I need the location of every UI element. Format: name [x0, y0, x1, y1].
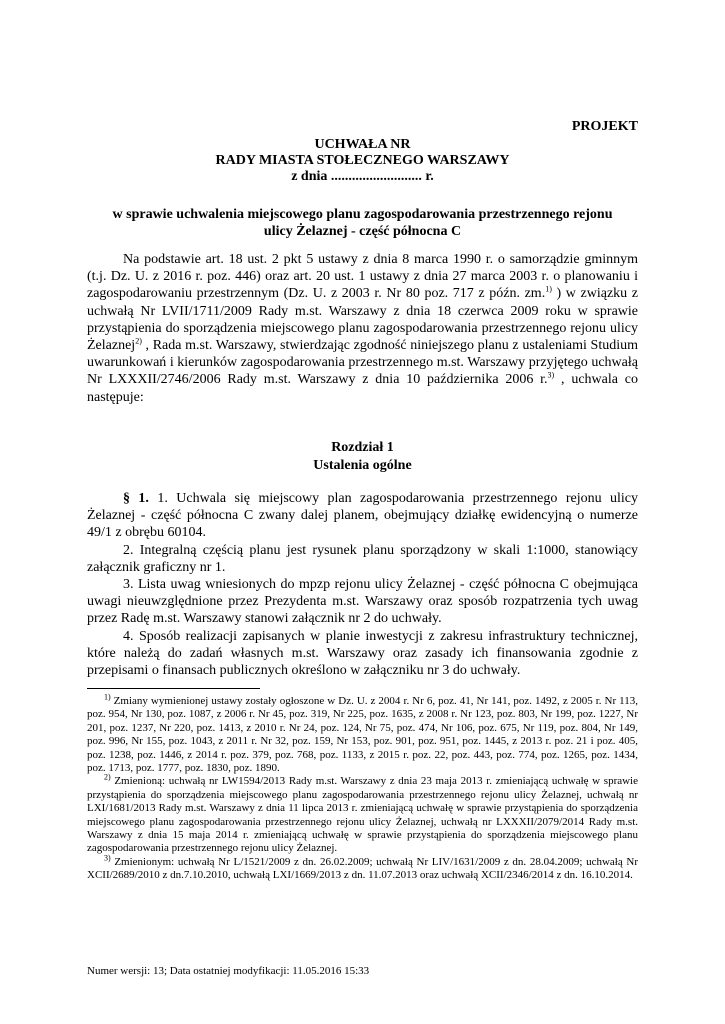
resolution-subject [87, 206, 638, 240]
footnotes [87, 692, 638, 883]
footnote-2 [87, 772, 638, 855]
footnote-ref-2: 2) [135, 336, 142, 346]
resolution-title: UCHWAŁA NR [314, 137, 411, 152]
section-1-paragraph-4: 4. Sposób realizacji zapisanych w planie inwestycji z zakresu infrastruktury technicznej, które należą do zadań własnych m.st. Warszawy oraz zasady ich finansowania zgodnie z przepisami o finansach publicznych określono w załączniku nr 3 do uchwały. [87, 628, 638, 679]
footnote-text: Zmienioną: uchwałą nr LW1594/2013 Rady m.st. Warszawy z dnia 23 maja 2013 r. zmieniającą uchwałę w sprawie przystąpienia do sporządzenia miejscowego planu zagospodarowania przestrzennego rejonu ulicy Żelaznej, uchwałą nr LXI/1681/2013 Rady m.st. Warszawy z dnia 11 lipca 2013 r. zmieniającą uchwałę w sprawie przystąpienia do sporządzenia miejscowego planu zagospodarowania przestrzennego rejonu ulicy Żelaznej, uchwałą nr LXXXII/2079/2014 Rady m.st. Warszawy z dnia 15 maja 2014 r. zmieniającą uchwałę w sprawie przystąpienia do sporządzenia miejscowego planu zagospodarowania przestrzennego rejonu ulicy Żelaznej. [87, 775, 638, 855]
chapter-number: Rozdział 1 [331, 440, 394, 455]
footnote-mark: 2) [104, 772, 111, 782]
footnote-ref-3: 3) [547, 370, 555, 380]
legal-basis-paragraph [87, 251, 638, 406]
intro-text-3: , Rada m.st. Warszawy, stwierdzając zgodność niniejszego planu z ustaleniami Studium uwarunkowań i kierunków zagospodarowania przestrzennego m.st. Warszawy przyjętego uchwałą Nr LXXXII/2746/2006 Rady m.st. Warszawy z dnia 10 października 2006 r. [87, 338, 638, 388]
resolution-date: z dnia .......................... r. [291, 169, 434, 184]
projekt-label: PROJEKT [571, 119, 638, 134]
footnote-mark: 3) [104, 853, 111, 863]
footnote-mark: 1) [104, 692, 111, 702]
subject-line-2: ulicy Żelaznej - część północna C [263, 224, 462, 239]
resolution-header [87, 137, 638, 185]
chapter-title: Ustalenia ogólne [313, 458, 412, 473]
intro-text-4: , uchwala co następuje: [87, 372, 638, 405]
version-footer: Numer wersji: 13; Data ostatniej modyfikacji: 11.05.2016 15:33 [87, 965, 370, 977]
section-1 [87, 490, 638, 679]
footnote-1 [87, 692, 638, 775]
section-1-paragraph-2: 2. Integralną częścią planu jest rysunek planu sporządzony w skali 1:1000, stanowiący załącznik graficzny nr 1. [87, 542, 638, 575]
council-name: RADY MIASTA STOŁECZNEGO WARSZAWY [215, 153, 510, 168]
footnote-text: Zmiany wymienionej ustawy zostały ogłoszone w Dz. U. z 2004 r. Nr 6, poz. 41, Nr 141, poz. 1492, z 2005 r. Nr 113, poz. 954, Nr 130, poz. 1087, z 2006 r. Nr 45, poz. 319, Nr 225, poz. 1635, z 2008 r. Nr 123, poz. 803, Nr 199, poz. 1227, Nr 201, poz. 1237, Nr 220, poz. 1413, z 2010 r. Nr 24, poz. 124, Nr 75, poz. 474, Nr 106, poz. 675, Nr 119, poz. 804, Nr 149, poz. 996, Nr 155, poz. 1043, z 2011 r. Nr 32, poz. 159, Nr 153, poz. 901, poz. 951, poz. 1445, z 2013 r. poz. 21 i poz. 405, poz. 1238, poz. 1446, z 2014 r. poz. 379, poz. 768, poz. 1133, z 2015 r. poz. 22, poz. 443, poz. 774, poz. 1265, poz. 1434, poz. 1713, poz. 1777, poz. 1830, poz. 1890. [87, 695, 638, 775]
footnote-separator [87, 688, 260, 689]
footnote-ref-1: 1) [545, 284, 552, 294]
section-1-paragraph-3: 3. Lista uwag wniesionych do mpzp rejonu ulicy Żelaznej - część północna C obejmująca uwagi nieuwzględnione przez Prezydenta m.st. Warszawy oraz sposób rozpatrzenia tych uwag przez Radę m.st. Warszawy stanowi załącznik nr 2 do uchwały. [87, 577, 638, 627]
subject-line-1: w sprawie uchwalenia miejscowego planu zagospodarowania przestrzennego rejonu [112, 207, 613, 222]
section-1-paragraph-1 [87, 490, 638, 542]
footnote-text: Zmienionym: uchwałą Nr L/1521/2009 z dn. 26.02.2009; uchwałą Nr LIV/1631/2009 z dn. 28.04.2009; uchwałą Nr XCII/2689/2010 z dn.7.10.2010, uchwałą LXI/1669/2013 z dn. 11.07.2013 oraz uchwałą XCII/2346/2014 z dn. 16.10.2014. [87, 855, 638, 882]
section-1-text-1: 1. Uchwala się miejscowy plan zagospodarowania przestrzennego rejonu ulicy Żelaznej - część północna C zwany dalej planem, obejmujący działkę ewidencyjną o numerze 49/1 z obrębu 60104. [87, 491, 639, 541]
intro-text-2: ) w związku z uchwałą Nr LVII/1711/2009 Rady m.st. Warszawy z dnia 18 czerwca 2009 roku w sprawie przystąpienia do sporządzenia miejscowego planu zagospodarowania przestrzennego rejonu ulicy Żelaznej [87, 286, 638, 354]
footnote-3 [87, 853, 638, 883]
chapter-heading [87, 439, 638, 475]
section-mark: § 1. [123, 491, 149, 506]
intro-text-1: Na podstawie art. 18 ust. 2 pkt 5 ustawy z dnia 8 marca 1990 r. o samorządzie gminnym (t.j. Dz. U. z 2016 r. poz. 446) oraz art. 20 ust. 1 ustawy z dnia 27 marca 2003 r. o planowaniu i zagospodarowaniu przestrzennym (Dz. U. z 2003 r. Nr 80 poz. 717 z późn. zm. [87, 252, 638, 302]
